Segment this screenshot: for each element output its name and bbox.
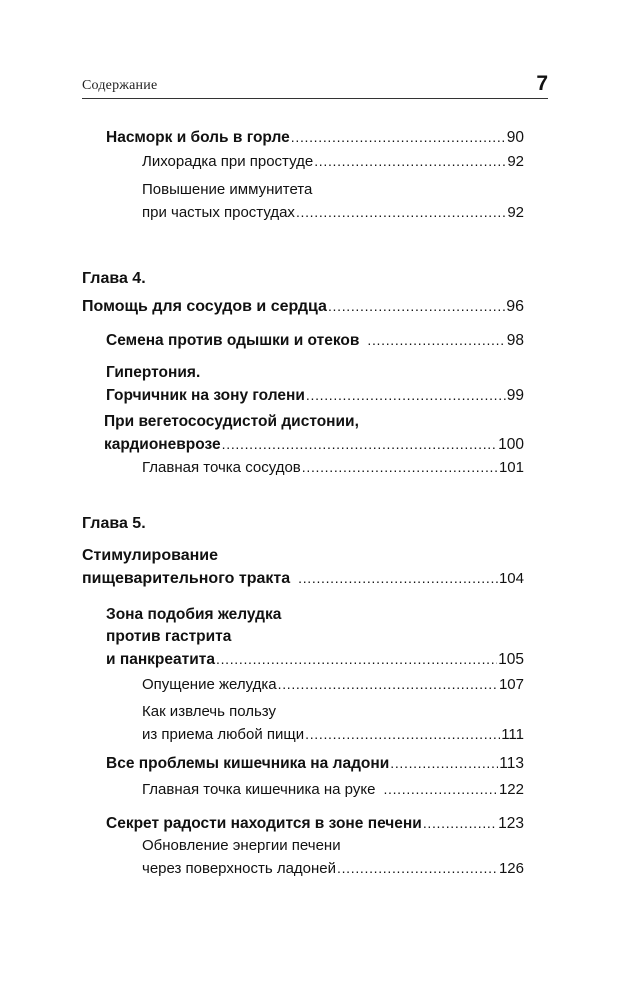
toc-entry-title: Насморк и боль в горле [106,129,290,146]
toc-entry-page: 99 [506,387,524,404]
dot-leader [423,812,497,835]
page-number: 7 [536,72,548,95]
dot-leader [302,456,498,479]
toc-entry-page: 96 [506,298,524,315]
toc-entry-runny-nose[interactable] [106,126,524,149]
toc-entry-title: Горчичник на зону голени [106,387,305,404]
toc-entry-page: 105 [498,651,524,668]
toc-entry-page: 90 [506,129,524,146]
toc-entry-title: при частых простудах [142,204,295,221]
chapter-4-label: Глава 4. [82,270,146,287]
dot-leader [390,752,498,775]
toc-entry-page: 98 [506,332,524,349]
toc-entry-page: 101 [498,459,524,476]
toc-entry-title-line: Гипертония. [106,364,201,381]
toc-entry-stomach-prolapse[interactable] [142,673,524,696]
dot-leader [367,329,505,352]
toc-entry-page: 122 [498,781,524,798]
toc-entry-title: и панкреатита [106,651,215,668]
dot-leader [278,673,498,696]
chapter-5-label: Глава 5. [82,515,146,532]
toc-entry-title-line: Зона подобия желудка [106,606,282,623]
toc-entry-title: Семена против одышки и отеков [106,332,360,349]
toc-entry-title: кардионеврозе [104,436,221,453]
toc-entry-intestine-point[interactable] [142,778,524,801]
dot-leader [306,384,506,407]
dot-leader [328,295,505,318]
header-title: Содержание [82,78,158,93]
toc-entry-title-line: Стимулирование [82,547,219,564]
toc-entry-title: Секрет радости находится в зоне печени [106,815,422,832]
toc-entry-title-line: Как извлечь пользу [142,703,276,720]
toc-entry-title: из приема любой пищи [142,726,305,743]
toc-entry-intestine-palm[interactable] [106,752,524,775]
toc-entry-page: 100 [498,436,524,453]
toc-entry-page: 111 [501,726,524,743]
dot-leader [298,567,498,590]
toc-entry-food-benefit[interactable] [142,701,524,746]
running-header [82,74,548,99]
toc-entry-page: 123 [498,815,524,832]
toc-entry-stomach-zone[interactable] [106,604,524,671]
toc-entry-title: Главная точка сосудов [142,459,301,476]
dot-leader [296,201,506,224]
dot-leader [314,150,506,173]
toc-entry-vessel-point[interactable] [142,456,524,479]
toc-entry-joy-liver[interactable] [106,812,524,835]
toc-entry-digestive[interactable] [82,545,524,590]
toc-entry-page: 126 [498,860,524,877]
toc-entry-page: 104 [498,570,524,587]
toc-entry-title: через поверхность ладоней [142,860,337,877]
dot-leader [291,126,506,149]
toc-entry-hypertension[interactable] [106,362,524,407]
toc-entry-title: Помощь для сосудов и сердца [82,298,327,315]
dot-leader [305,723,500,746]
dot-leader [222,433,497,456]
toc-entry-title-line: Обновление энергии печени [142,837,341,854]
dot-leader [216,648,497,671]
dot-leader [337,857,498,880]
toc-entry-page: 92 [507,204,524,221]
toc-entry-title: пищеварительного тракта [82,570,291,587]
toc-entry-title: Все проблемы кишечника на ладони [106,755,390,772]
toc-entry-page: 107 [498,676,524,693]
toc-entry-page: 92 [507,153,524,170]
toc-entry-title-line: против гастрита [106,628,232,645]
toc-entry-dystonia[interactable] [104,411,524,456]
toc-entry-immunity[interactable] [142,179,524,224]
toc-entry-title: Опущение желудка [142,676,277,693]
toc-entry-title-line: При вегетососудистой дистонии, [104,413,359,430]
toc-entry-seeds[interactable] [106,329,524,352]
toc-entry-liver-energy[interactable] [142,835,524,880]
toc-entry-fever[interactable] [142,150,524,173]
toc-entry-vessels-heart[interactable] [82,295,524,318]
toc-entry-title-line: Повышение иммунитета [142,181,313,198]
toc-entry-title: Главная точка кишечника на руке [142,781,376,798]
toc-entry-title: Лихорадка при простуде [142,153,314,170]
dot-leader [383,778,498,801]
toc-entry-page: 113 [499,755,524,772]
